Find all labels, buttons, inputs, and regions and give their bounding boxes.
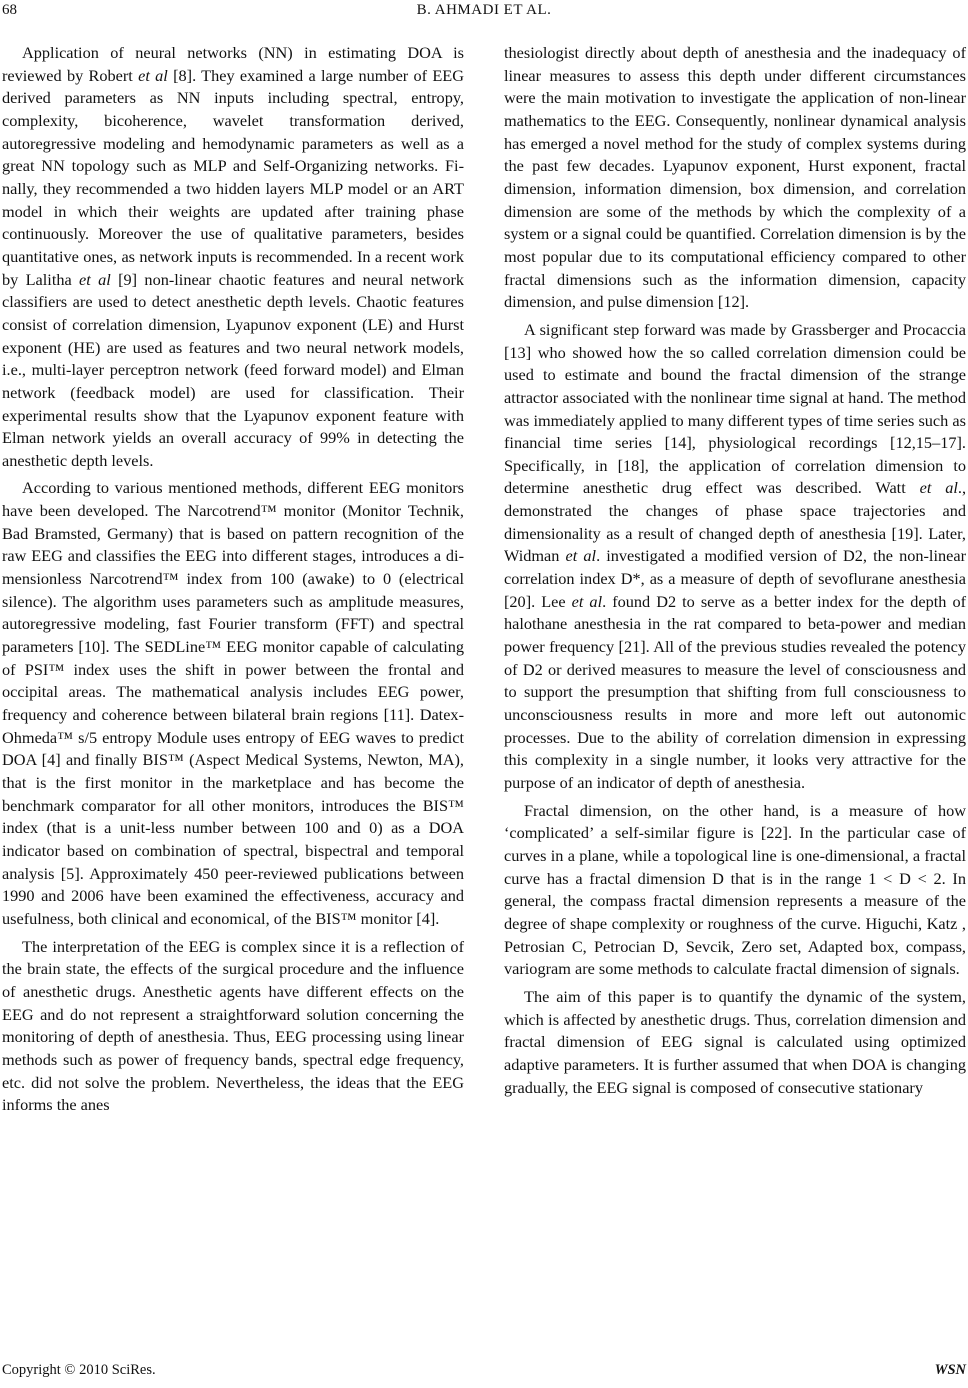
paragraph-correlation-dimension: A significant step forward was made by Grassberger and Procaccia [13] who showed how the so called correlation dimension could be used to estimate and bound the fractal dimension of the strange attractor associated with the nonlinear time signal at hand. The method was immediately applied to many different types of time series such as financial time series [14], physiological recordings [12,15–17]. Specifically, in [18], the application of correlation dimension to determine anesthetic drug effect was described. Watt et al., demonstrated the changes of phase space trajectories and dimensionality as a result of changed depth of anesthesia [19]. Later, Widman et al. investigated a modified version of D2, the non-linear correlation index D*, as a measure of depth of sevoflurane anesthesia [20]. Lee et al. found D2 to serve as a better index for the depth of halothane anesthesia in the rat compared to beta-power and median power frequency [21]. All of the previous studies revealed the potency of D2 or derived measures to measure the level of consciousness and to support the presumption that shifting from full consciousness to unconsciousness results in more and more left out autonomic processes. Due to the ability of correlation dimension in expressing this complexity in a single number, it looks very attractive for the purpose of an indicator of depth of anesthesia. xyxy=(504,319,967,792)
copyright-notice: Copyright © 2010 SciRes. xyxy=(2,1362,156,1378)
paragraph-fractal-dimension: Fractal dimension, on the other hand, is a measure of how ‘complicated’ a self-similar figure is [22]. In the particular case of curves in a plane, while a topological line is one-dimensional, a fractal curve has a fractal dimension D that is in the range 1 < D < 2. In general, the compass fractal dimension represents a measure of the degree of shape complexity or roughness of the curve. Higuchi, Katz , Petrosian C, Petrocian D, Sevcik, Zero set, Adapted box, compass, variogram are some methods to calculate fractal dimension of signals. xyxy=(504,800,966,979)
journal-abbreviation: WSN xyxy=(934,1362,966,1378)
left-column xyxy=(2,42,464,1122)
page-footer xyxy=(0,1362,968,1384)
paragraph-eeg-interpretation: The interpretation of the EEG is complex since it is a reflection of the brain state, the effects of the surgical procedure and the influence of anesthetic drugs. Anesthetic agents have different effects on the EEG and do not represent a straightforward solution concerning the monitoring of depth of anesthesia. Thus, EEG processing using linear methods such as power of frequency bands, spectral edge frequency, etc. did not solve the problem. Nevertheless, the ideas that the EEG informs the anes xyxy=(2,936,464,1115)
paragraph-nonlinear-continued: thesiologist directly about depth of anesthesia and the inadequacy of linear measures to assess this depth under different circumstances were the main motivation to investigate the application of non-linear mathematics to the EEG. Consequently, nonlinear dynamical analysis has emerged a novel method for the study of complex systems during the past few decades. Lyapunov exponent, Hurst exponent, fractal dimension, information dimension, box dimension, and correlation dimension are some of the methods by which the complexity of a system or a signal could be quantified. Correlation dimension is by the most popular due to its computational efficiency compared to other fractal dimensions such as the information dimension, capacity dimension, and pulse dimension [12]. xyxy=(504,43,966,312)
paragraph-eeg-monitors: According to various mentioned methods, different EEG monitors have been developed. The Narcotrend™ monitor (Monitor Technik, Bad Bramsted, Germany) that is based on pattern recognition of the raw EEG and classifies the EEG into different stages, introduces a dimensionless Narcotrend™ index from 100 (awake) to 0 (electrical silence). The algorithm uses parameters such as amplitude measures, autoregressive modeling, fast Fourier transform (FFT) and spectral parameters [10]. The SEDLine™ EEG monitor capable of calculating of PSI™ index uses the shift in power between the frontal and occipital areas. The mathematical analysis includes EEG power, frequency and coherence between bilateral brain regions [11]. Datex-Ohmeda™ s/5 entropy Module uses entropy of EEG waves to predict DOA [4] and finally BIS™ (Aspect Medical Systems, Newton, MA), that is the first monitor in the marketplace and has become the benchmark comparator for all other monitors, introduces the BIS™ index (that is a unit-less number between 100 and 0) as a DOA indicator based on combination of spectral, bispectral and temporal analysis [5]. Approximately 450 peer-reviewed publications between 1990 and 2006 have been examined the effectiveness, accuracy and usefulness, both clinical and economical, of the BIS™ monitor [4]. xyxy=(2,478,464,928)
paragraph-aim: The aim of this paper is to quantify the dynamic of the system, which is affected by anesthetic drugs. Thus, correlation dimension and fractal dimension of EEG signal is calculated using optimized adaptive parameters. It is further assumed that when DOA is changing gradually, the EEG signal is composed of consecutive stationary xyxy=(504,986,966,1097)
page-number: 68 xyxy=(2,2,17,18)
running-head: B. AHMADI ET AL. xyxy=(416,2,552,18)
right-column xyxy=(504,42,966,1104)
page-header xyxy=(0,0,968,30)
paragraph-nn-review: Application of neural networks (NN) in estimating DOA is reviewed by Robert et al [8]. They examined a large number of EEG derived parameters as NN inputs including spectral, entropy, complexity, bicoherence, wavelet transformation derived, autoregressive modeling and hemodynamic parameters as well as a great NN topology such as MLP and Self-Organizing networks. Finally, they recommended a two hidden layers MLP model or an ART model in which their weights are updated after training phase continuously. Moreover the use of qualitative parameters, besides quantitative ones, as network inputs is recommended. In a recent work by Lalitha et al [9] non-linear chaotic features and neural network classifiers are used to detect anesthetic depth levels. Chaotic features consist of correlation dimension, Lyapunov exponent (LE) and Hurst exponent (HE) are used as features and two neural network models, i.e., multi-layer perceptron network (feed forward model) and Elman network (feedback model) are used for classification. Their experimental results show that the Lyapunov exponent feature with Elman network yields an overall accuracy of 99% in detecting the anesthetic depth levels. xyxy=(2,43,465,470)
